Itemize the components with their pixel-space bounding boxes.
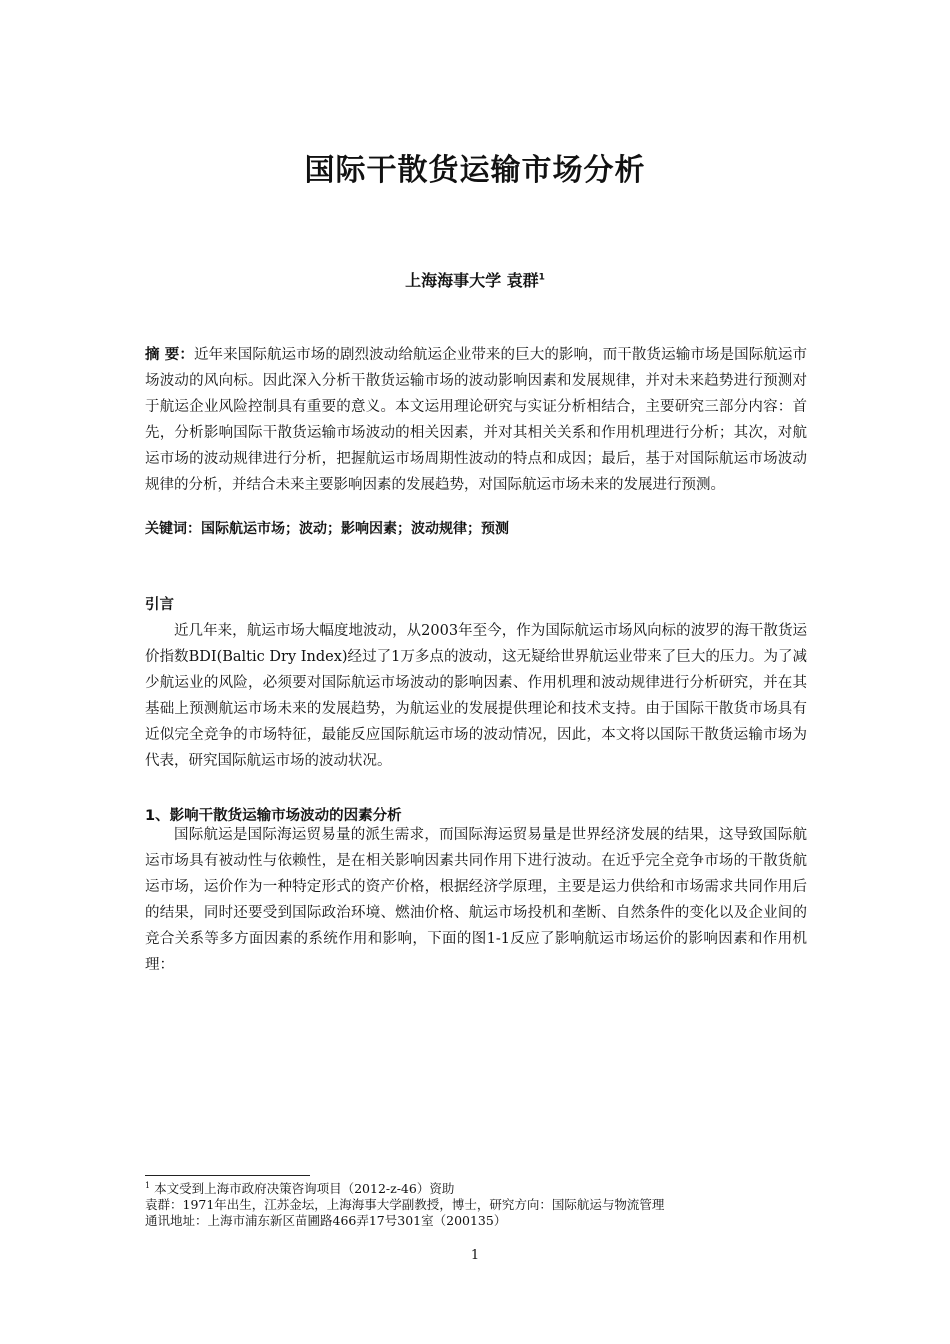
- abstract: [145, 342, 807, 498]
- abstract-text: 近年来国际航运市场的剧烈波动给航运企业带来的巨大的影响，而干散货运输市场是国际航运市场波动的风向标。因此深入分析干散货运输市场的波动影响因素和发展规律，并对未来趋势进行预测对于航运企业风险控制具有重要的意义。本文运用理论研究与实证分析相结合，主要研究三部分内容：首先，分析影响国际干散货运输市场波动的相关因素，并对其相关关系和作用机理进行分析；其次，对航运市场的波动规律进行分析，把握航运市场周期性波动的特点和成因；最后，基于对国际航运市场波动规律的分析，并结合未来主要影响因素的发展趋势，对国际航运市场未来的发展进行预测。: [145, 347, 807, 493]
- footnotes: [145, 1178, 825, 1229]
- footnote-author-bio: 袁群：1971年出生，江苏金坛，上海海事大学副教授，博士，研究方向：国际航运与物流管理: [145, 1197, 665, 1213]
- footnote-1: [145, 1178, 825, 1197]
- section1-heading: 1、影响干散货运输市场波动的因素分析: [145, 808, 402, 824]
- footnote-1-text: 本文受到上海市政府决策咨询项目（2012-z-46）资助: [154, 1181, 455, 1197]
- author-text: 上海海事大学 袁群: [405, 271, 539, 290]
- abstract-label: 摘 要：: [145, 347, 194, 363]
- author-footnote-mark: 1: [538, 272, 545, 283]
- paper-title: 国际干散货运输市场分析: [304, 153, 646, 188]
- page-number: 1: [470, 1248, 480, 1263]
- section1-paragraph: 国际航运是国际海运贸易量的派生需求，而国际海运贸易量是世界经济发展的结果，这导致国际航运市场具有被动性与依赖性，是在相关影响因素共同作用下进行波动。在近乎完全竞争市场的干散货航运市场，运价作为一种特定形式的资产价格，根据经济学原理，主要是运力供给和市场需求共同作用后的结果，同时还要受到国际政治环境、燃油价格、航运市场投机和垄断、自然条件的变化以及企业间的竞合关系等多方面因素的系统作用和影响，下面的图1-1反应了影响航运市场运价的影响因素和作用机理：: [145, 827, 807, 973]
- author-line: [0, 268, 950, 291]
- intro-paragraph: 近几年来，航运市场大幅度地波动，从2003年至今，作为国际航运市场风向标的波罗的海干散货运价指数BDI(Baltic Dry Index)经过了1万多点的波动，这无疑给世界航运业带来了巨大的压力。为了减少航运业的风险，必须要对国际航运市场波动的影响因素、作用机理和波动规律进行分析研究，并在其基础上预测航运市场未来的发展趋势，为航运业的发展提供理论和技术支持。由于国际干散货市场具有近似完全竞争的市场特征，最能反应国际航运市场的波动情况，因此，本文将以国际干散货运输市场为代表，研究国际航运市场的波动状况。: [145, 623, 807, 769]
- footnote-address: 通讯地址：上海市浦东新区苗圃路466弄17号301室（200135）: [145, 1213, 507, 1229]
- keywords: 关键词：国际航运市场；波动；影响因素；波动规律；预测: [145, 521, 509, 537]
- footnote-divider: [145, 1175, 310, 1176]
- intro-heading: 引言: [145, 597, 174, 613]
- footnote-mark: 1: [145, 1181, 151, 1190]
